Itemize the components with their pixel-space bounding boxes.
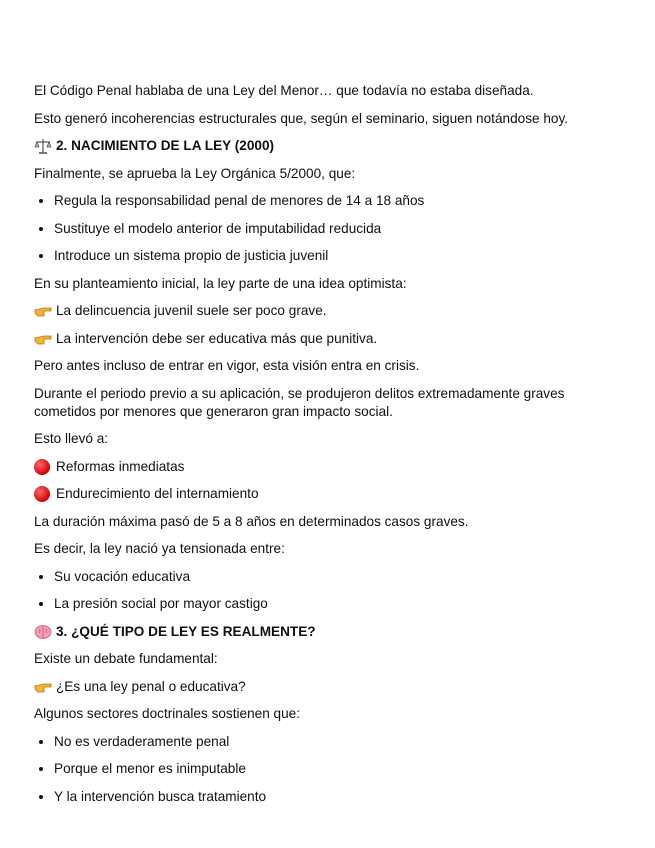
paragraph: El Código Penal hablaba de una Ley del Menor… que todavía no estaba diseñada. — [34, 83, 534, 98]
section-heading-2 — [34, 137, 621, 155]
pointer-item — [34, 302, 621, 320]
paragraph: Durante el periodo previo a su aplicación, se produjeron delitos extremadamente graves cometidos por menores que generaron gran impacto social. — [34, 385, 565, 419]
brain-icon — [34, 623, 52, 641]
pointing-hand-icon — [34, 678, 52, 696]
pointer-text: La delincuencia juvenil suele ser poco grave. — [56, 303, 327, 318]
red-circle-item — [34, 458, 621, 476]
list-item: • Su vocación educativa — [54, 568, 621, 586]
list-item: • Sustituye el modelo anterior de imputabilidad reducida — [54, 220, 621, 238]
bullet-list — [34, 733, 621, 806]
paragraph: Existe un debate fundamental: — [34, 651, 218, 666]
pointer-text: ¿Es una ley penal o educativa? — [56, 678, 246, 694]
red-item-text: Reformas inmediatas — [56, 458, 185, 474]
list-item: • No es verdaderamente penal — [54, 733, 621, 751]
scales-icon — [34, 137, 52, 155]
paragraph: Finalmente, se aprueba la Ley Orgánica 5/2000, que: — [34, 165, 356, 181]
pointing-hand-icon — [34, 302, 52, 320]
pointing-hand-icon — [34, 330, 52, 348]
red-circle-icon — [34, 486, 50, 502]
paragraph: En su planteamiento inicial, la ley parte de una idea optimista: — [34, 275, 407, 291]
list-item: • Introduce un sistema propio de justicia juvenil — [54, 247, 621, 265]
paragraph: Pero antes incluso de entrar en vigor, esta visión entra en crisis. — [34, 358, 420, 373]
bullet-list — [34, 192, 621, 265]
list-item: • Porque el menor es inimputable — [54, 760, 621, 778]
paragraph: Esto generó incoherencias estructurales que, según el seminario, siguen notándose hoy. — [34, 110, 569, 126]
paragraph: Algunos sectores doctrinales sostienen que: — [34, 706, 300, 721]
section-heading-3 — [34, 623, 621, 641]
paragraph: Esto llevó a: — [34, 431, 109, 446]
pointer-item — [34, 330, 621, 348]
bullet-list — [34, 568, 621, 614]
heading-text: 3. ¿QUÉ TIPO DE LEY ES REALMENTE? — [56, 623, 316, 639]
heading-text: 2. NACIMIENTO DE LA LEY (2000) — [56, 138, 275, 153]
paragraph: La duración máxima pasó de 5 a 8 años en determinados casos graves. — [34, 513, 469, 529]
pointer-text: La intervención debe ser educativa más que punitiva. — [56, 330, 378, 346]
paragraph: Es decir, la ley nació ya tensionada entre: — [34, 541, 285, 556]
list-item: • Y la intervención busca tratamiento — [54, 788, 621, 806]
list-item: • La presión social por mayor castigo — [54, 595, 621, 613]
list-item: • Regula la responsabilidad penal de menores de 14 a 18 años — [54, 192, 621, 210]
pointer-item — [34, 678, 621, 696]
red-circle-icon — [34, 459, 50, 475]
red-item-text: Endurecimiento del internamiento — [56, 486, 259, 501]
red-circle-item — [34, 485, 621, 503]
